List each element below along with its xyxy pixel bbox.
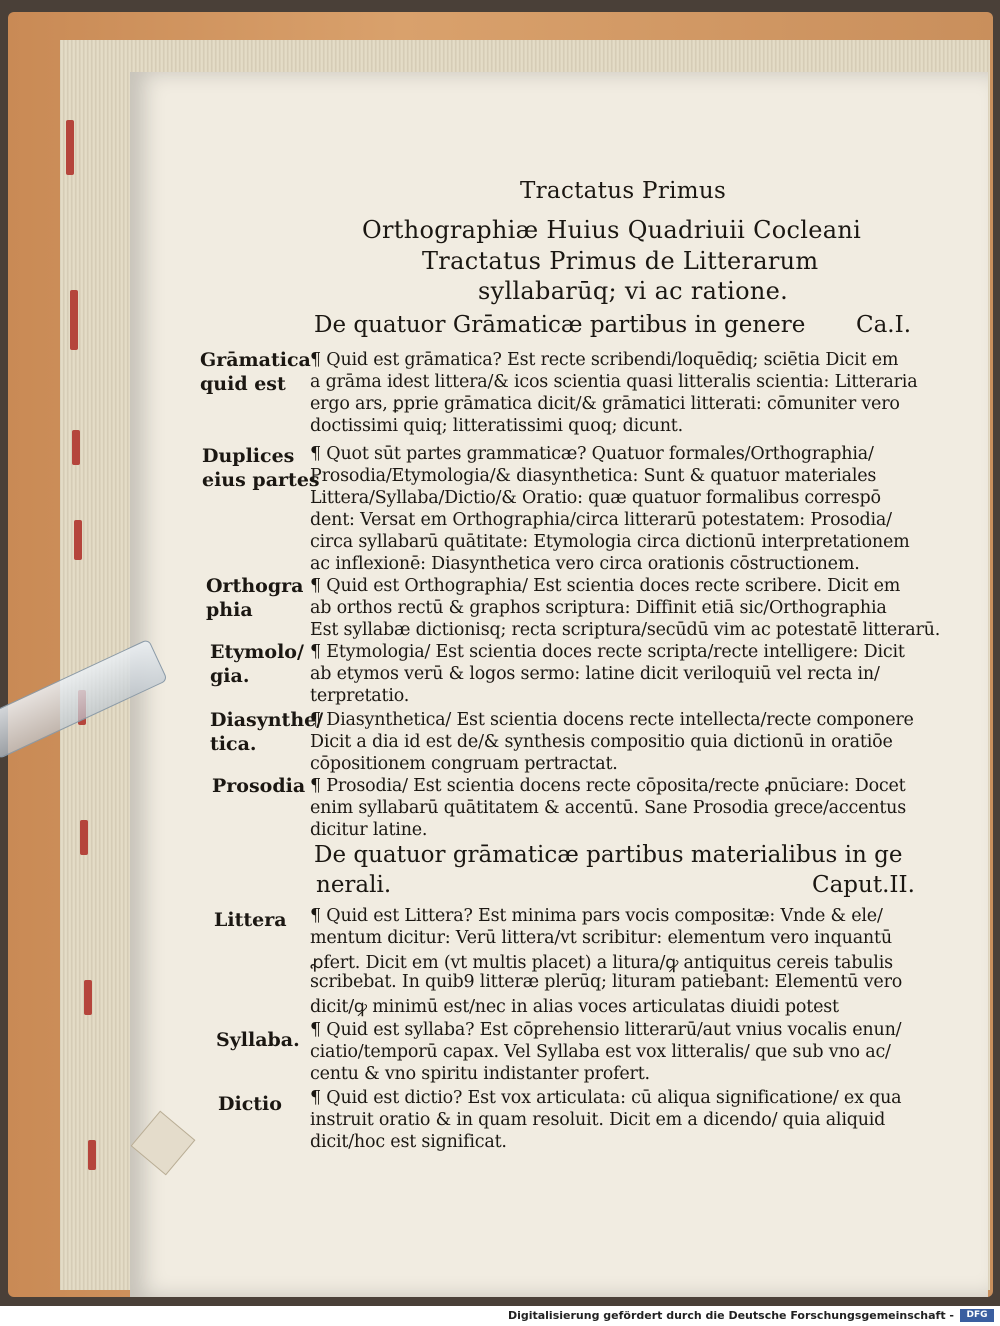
dfg-logo: DFG bbox=[960, 1309, 994, 1322]
body-line: ¶ Prosodia/ Est scientia docens recte cōposita/recte ꝓnūciare: Docet bbox=[310, 776, 906, 796]
digitization-footer bbox=[0, 1306, 1000, 1326]
body-line: doctissimi quiq; litteratissimi quoq; dicunt. bbox=[310, 416, 683, 436]
body-line: dicitur latine. bbox=[310, 820, 428, 840]
chapter-label: Caput.II. bbox=[812, 872, 915, 898]
body-line: ab orthos rectū & graphos scriptura: Diffinit etiā sic/Orthographia bbox=[310, 598, 887, 618]
body-line: ¶ Quid est syllaba? Est cōprehensio litterarū/aut vnius vocalis enun/ bbox=[310, 1020, 902, 1040]
body-line: Est syllabæ dictionisq; recta scriptura/secūdū vim ac potestatē litterarū. bbox=[310, 620, 941, 640]
body-line: ab etymos verū & logos sermo: latine dicit veriloquiū vel recta in/ bbox=[310, 664, 880, 684]
body-line: centu & vno spiritu indistanter profert. bbox=[310, 1064, 650, 1084]
body-line: ergo ars, ꝑprie grāmatica dicit/& grāmatici litterati: cōmuniter vero bbox=[310, 394, 900, 414]
body-line: ꝓfert. Dicit em (vt multis placet) a litura/ꝙ antiquitus cereis tabulis bbox=[310, 953, 893, 973]
body-line: a grāma idest littera/& icos scientia quasi litteralis scientia: Litteraria bbox=[310, 372, 918, 392]
index-tab bbox=[88, 1140, 96, 1170]
body-line: enim syllabarū quātitatem & accentū. Sane Prosodia grece/accentus bbox=[310, 798, 907, 818]
book-page bbox=[130, 72, 988, 1297]
body-line: Dicit a dia id est de/& synthesis compositio quia dictionū in oratiōe bbox=[310, 732, 893, 752]
body-line: ¶ Quid est Littera? Est minima pars vocis compositæ: Vnde & ele/ bbox=[310, 906, 883, 926]
body-line: ¶ Quid est dictio? Est vox articulata: cū aliqua significatione/ ex qua bbox=[310, 1088, 902, 1108]
heading-line: Tractatus Primus de Litterarum bbox=[422, 247, 819, 275]
body-line: ciatio/temporū capax. Vel Syllaba est vox litteralis/ que sub vno ac/ bbox=[310, 1042, 891, 1062]
footer-credit: Digitalisierung gefördert durch die Deutsche Forschungsgemeinschaft - bbox=[507, 1309, 954, 1322]
margin-note: Dictio bbox=[218, 1093, 282, 1115]
index-tab bbox=[70, 290, 78, 350]
body-line: ¶ Quid est Orthographia/ Est scientia doces recte scribere. Dicit em bbox=[310, 576, 901, 596]
body-line: dent: Versat em Orthographia/circa litterarū potestatem: Prosodia/ bbox=[310, 510, 892, 530]
chapter-label: Ca.I. bbox=[856, 312, 912, 338]
index-tab bbox=[84, 980, 92, 1015]
chapter-title: nerali. bbox=[316, 872, 392, 898]
heading-line: syllabarūq; vi ac ratione. bbox=[478, 277, 789, 305]
body-line: ¶ Etymologia/ Est scientia doces recte scripta/recte intelligere: Dicit bbox=[310, 642, 905, 662]
index-tab bbox=[80, 820, 88, 855]
margin-note: Orthogra phia bbox=[206, 575, 304, 621]
chapter-title: De quatuor grāmaticæ partibus materialibus in ge bbox=[314, 842, 903, 868]
body-line: terpretatio. bbox=[310, 686, 410, 706]
margin-note: Diasynthe/ tica. bbox=[210, 709, 324, 755]
margin-note: Grāmatica quid est bbox=[200, 349, 311, 395]
body-line: ¶ Diasynthetica/ Est scientia docens recte intellecta/recte componere bbox=[310, 710, 914, 730]
running-title: Tractatus Primus bbox=[520, 178, 727, 204]
body-line: cōpositionem congruam pertractat. bbox=[310, 754, 618, 774]
body-line: Prosodia/Etymologia/& diasynthetica: Sunt & quatuor materiales bbox=[310, 466, 877, 486]
body-line: scribebat. In quib9 litteræ plerūq; lituram patiebant: Elementū vero bbox=[310, 972, 903, 992]
body-line: dicit/hoc est significat. bbox=[310, 1132, 507, 1152]
chapter-title: De quatuor Grāmaticæ partibus in genere bbox=[314, 312, 806, 338]
index-tab bbox=[74, 520, 82, 560]
body-line: Littera/Syllaba/Dictio/& Oratio: quæ quatuor formalibus correspō bbox=[310, 488, 881, 508]
margin-note: Prosodia bbox=[212, 775, 306, 797]
margin-note: Duplices eius partes bbox=[202, 445, 320, 491]
margin-note: Syllaba. bbox=[216, 1029, 300, 1051]
body-line: ¶ Quot sūt partes grammaticæ? Quatuor formales/Orthographia/ bbox=[310, 444, 874, 464]
body-line: dicit/ꝙ minimū est/nec in alias voces articulatas diuidi potest bbox=[310, 997, 839, 1017]
heading-line: Orthographiæ Huius Quadriuii Cocleani bbox=[362, 216, 862, 244]
body-line: ac inflexionē: Diasynthetica vero circa orationis cōstructionem. bbox=[310, 554, 860, 574]
body-line: circa syllabarū quātitate: Etymologia circa dictionū interpretationem bbox=[310, 532, 910, 552]
body-line: ¶ Quid est grāmatica? Est recte scribendi/loquēdiq; sciētia Dicit em bbox=[310, 350, 899, 370]
margin-note: Etymolo/ gia. bbox=[210, 641, 304, 687]
index-tab bbox=[72, 430, 80, 465]
body-line: instruit oratio & in quam resoluit. Dicit em a dicendo/ quia aliquid bbox=[310, 1110, 886, 1130]
margin-note: Littera bbox=[214, 909, 287, 931]
index-tab bbox=[66, 120, 74, 175]
body-line: mentum dicitur: Verū littera/vt scribitur: elementum vero inquantū bbox=[310, 928, 892, 948]
